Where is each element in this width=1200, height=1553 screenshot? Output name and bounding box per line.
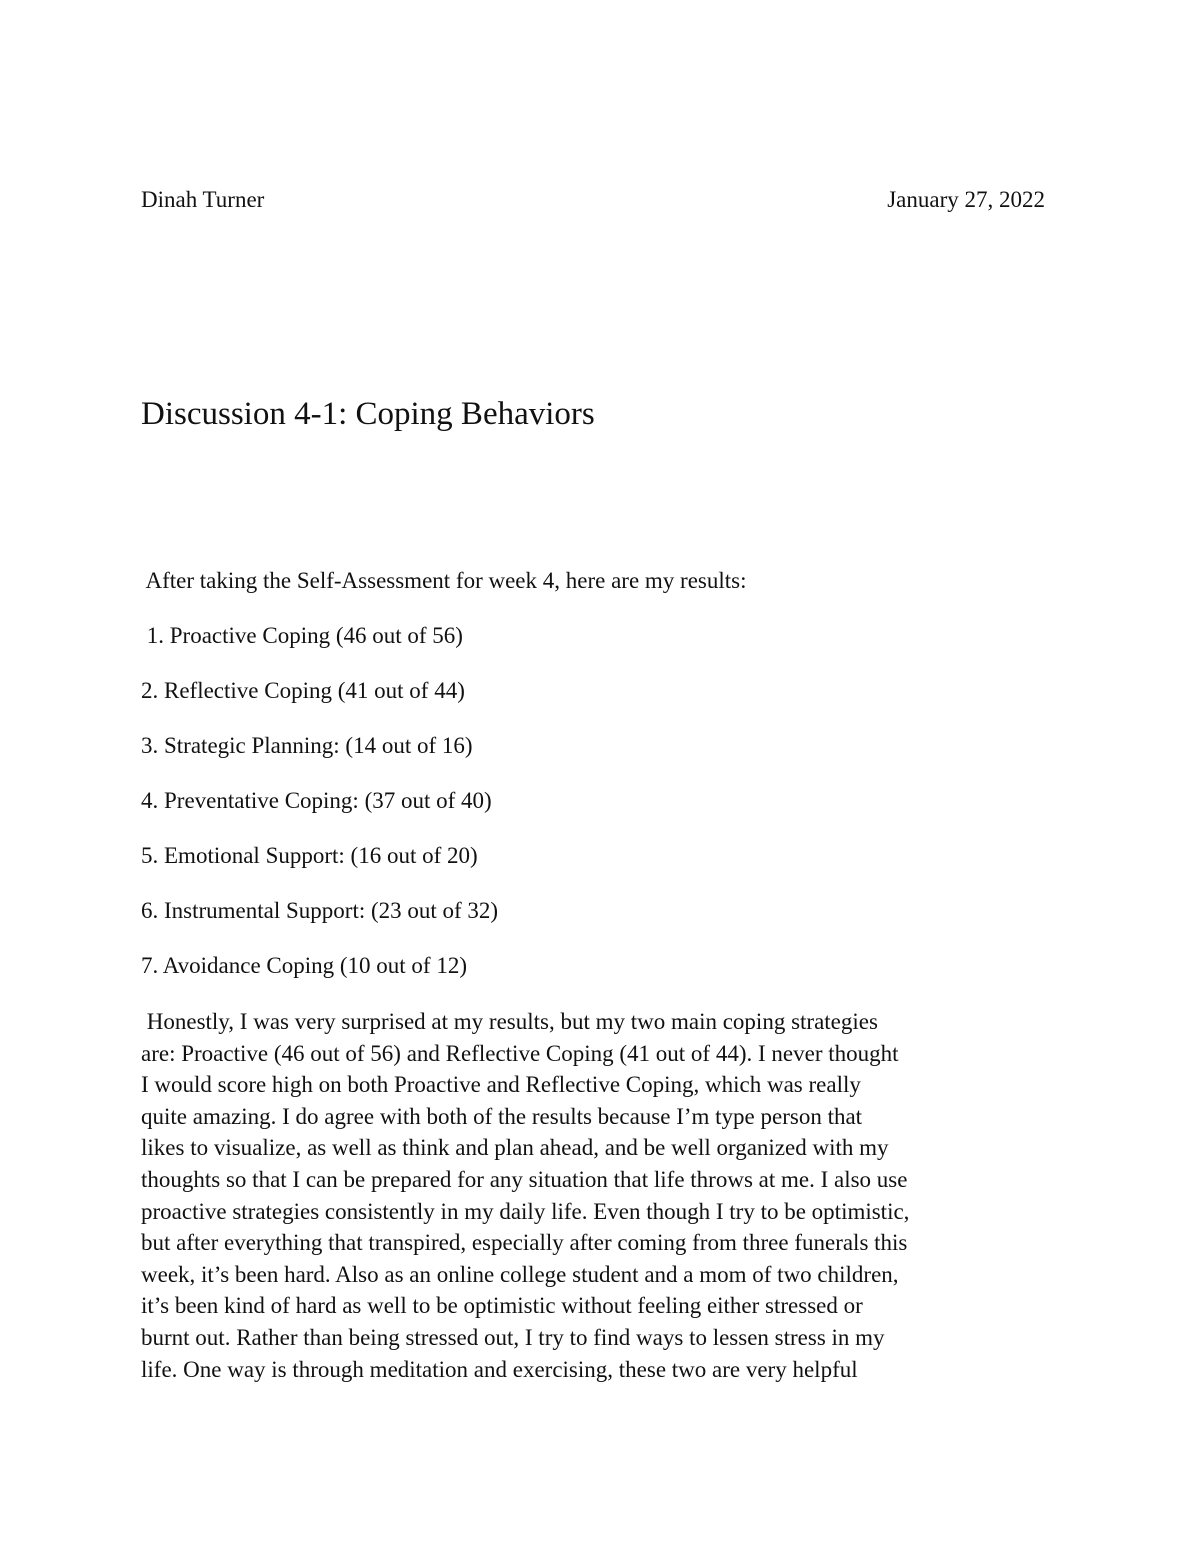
body-paragraph	[141, 1006, 1071, 1385]
paragraph-line: likes to visualize, as well as think and plan ahead, and be well organized with my	[141, 1135, 889, 1161]
paragraph-line: burnt out. Rather than being stressed out, I try to find ways to lessen stress in my	[141, 1324, 885, 1350]
paragraph-line: I would score high on both Proactive and Reflective Coping, which was really	[141, 1072, 861, 1098]
paragraph-line: quite amazing. I do agree with both of the results because I’m type person that	[141, 1103, 863, 1129]
intro-sentence: After taking the Self-Assessment for week 4, here are my results:	[141, 568, 747, 593]
document-date: January 27, 2022	[887, 187, 1045, 212]
result-item: 6. Instrumental Support: (23 out of 32)	[141, 898, 499, 923]
result-item: 4. Preventative Coping: (37 out of 40)	[141, 788, 492, 813]
document-header	[141, 183, 1045, 217]
result-item: 5. Emotional Support: (16 out of 20)	[141, 843, 478, 868]
paragraph-line: but after everything that transpired, especially after coming from three funerals this	[141, 1230, 908, 1256]
paragraph-line: proactive strategies consistently in my daily life. Even though I try to be optimistic,	[141, 1198, 910, 1224]
paragraph-line: it’s been kind of hard as well to be optimistic without feeling either stressed or	[141, 1293, 863, 1319]
paragraph-line: thoughts so that I can be prepared for any situation that life throws at me. I also use	[141, 1166, 908, 1192]
paragraph-line: week, it’s been hard. Also as an online college student and a mom of two children,	[141, 1261, 899, 1287]
author-name: Dinah Turner	[141, 187, 265, 212]
paragraph-line: life. One way is through meditation and exercising, these two are very helpful	[141, 1356, 858, 1382]
result-item: 7. Avoidance Coping (10 out of 12)	[141, 953, 467, 978]
result-item: 2. Reflective Coping (41 out of 44)	[141, 678, 465, 703]
paragraph-line: Honestly, I was very surprised at my results, but my two main coping strategies	[141, 1009, 878, 1034]
document-title: Discussion 4-1: Coping Behaviors	[141, 396, 595, 432]
results-list	[141, 619, 498, 1004]
paragraph-line: are: Proactive (46 out of 56) and Reflective Coping (41 out of 44). I never thought	[141, 1040, 899, 1066]
result-item: 3. Strategic Planning: (14 out of 16)	[141, 733, 473, 758]
result-item: 1. Proactive Coping (46 out of 56)	[141, 623, 463, 648]
